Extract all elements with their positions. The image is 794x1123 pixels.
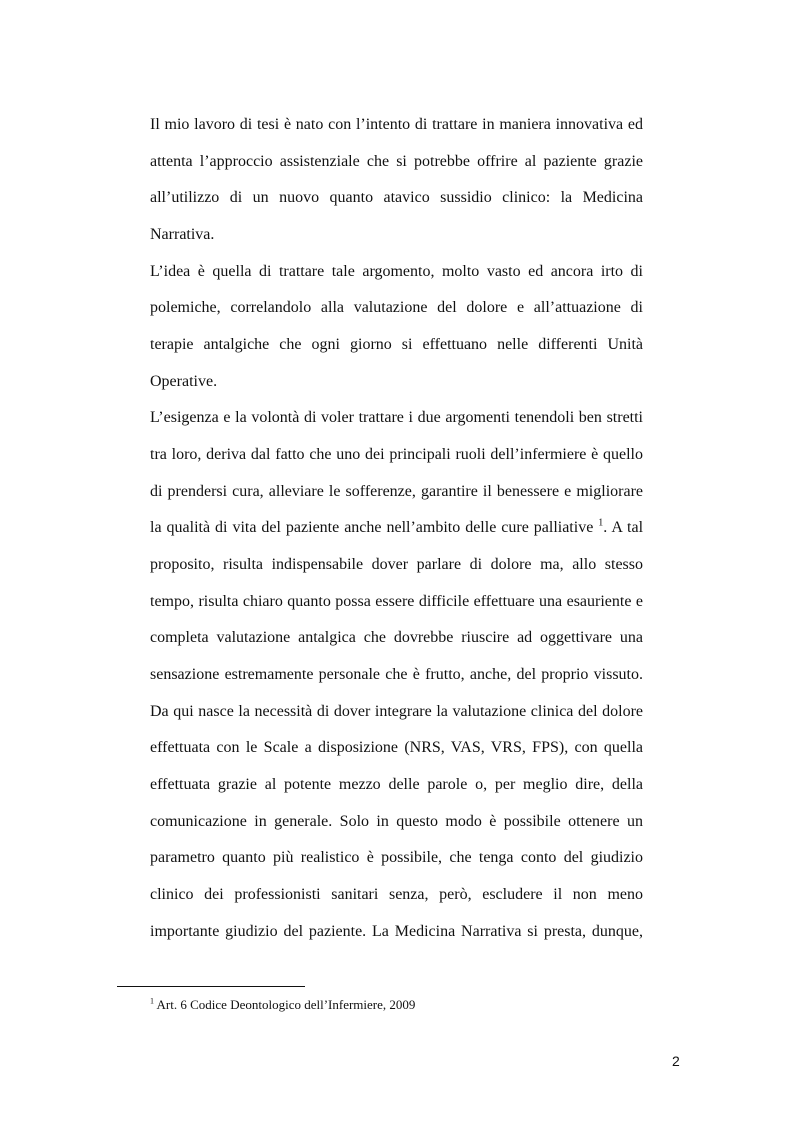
body-line-23: importante giudizio del paziente. La Medicina Narrativa si presta, dunque,: [150, 923, 643, 940]
body-line-12-tail: . A tal: [603, 519, 644, 536]
body-line-6: polemiche, correlandolo alla valutazione del dolore e all’attuazione di: [150, 299, 643, 316]
body-line-20: comunicazione in generale. Solo in questo modo è possibile ottenere un: [150, 813, 643, 830]
footnote-number: 1: [150, 996, 154, 1006]
body-line-10: tra loro, deriva dal fatto che uno dei principali ruoli dell’infermiere è quello: [150, 446, 643, 463]
body-line-5: L’idea è quella di trattare tale argomento, molto vasto ed ancora irto di: [150, 263, 643, 280]
footnote: [150, 997, 415, 1013]
page-number: 2: [672, 1053, 680, 1069]
body-line-2: attenta l’approccio assistenziale che si potrebbe offrire al paziente grazie: [150, 153, 643, 170]
body-line-7: terapie antalgiche che ogni giorno si effettuano nelle differenti Unità: [150, 336, 643, 353]
body-line-11: di prendersi cura, alleviare le sofferenze, garantire il benessere e migliorare: [150, 483, 643, 500]
body-line-8: Operative.: [150, 373, 218, 390]
footnote-reference: 1: [598, 517, 604, 529]
body-line-3: all’utilizzo di un nuovo quanto atavico sussidio clinico: la Medicina: [150, 189, 643, 206]
body-line-1: Il mio lavoro di tesi è nato con l’intento di trattare in maniera innovativa ed: [150, 116, 643, 133]
body-line-12: [150, 518, 643, 538]
body-line-9: L’esigenza e la volontà di voler trattare i due argomenti tenendoli ben stretti: [150, 409, 643, 426]
footnote-separator: [117, 986, 305, 987]
body-line-15: completa valutazione antalgica che dovrebbe riuscire ad oggettivare una: [150, 629, 643, 646]
body-line-21: parametro quanto più realistico è possibile, che tenga conto del giudizio: [150, 849, 643, 866]
body-line-12-text: la qualità di vita del paziente anche nell’ambito delle cure palliative: [150, 519, 594, 536]
body-line-14: tempo, risulta chiaro quanto possa essere difficile effettuare una esauriente e: [150, 593, 643, 610]
body-line-13: proposito, risulta indispensabile dover parlare di dolore ma, allo stesso: [150, 556, 643, 573]
body-line-22: clinico dei professionisti sanitari senza, però, escludere il non meno: [150, 886, 643, 903]
body-line-18: effettuata con le Scale a disposizione (NRS, VAS, VRS, FPS), con quella: [150, 739, 643, 756]
body-line-17: Da qui nasce la necessità di dover integrare la valutazione clinica del dolore: [150, 703, 643, 720]
body-line-16: sensazione estremamente personale che è frutto, anche, del proprio vissuto.: [150, 666, 643, 683]
body-line-4: Narrativa.: [150, 226, 215, 243]
footnote-text: Art. 6 Codice Deontologico dell’Infermiere, 2009: [156, 997, 416, 1012]
body-line-19: effettuata grazie al potente mezzo delle parole o, per meglio dire, della: [150, 776, 643, 793]
